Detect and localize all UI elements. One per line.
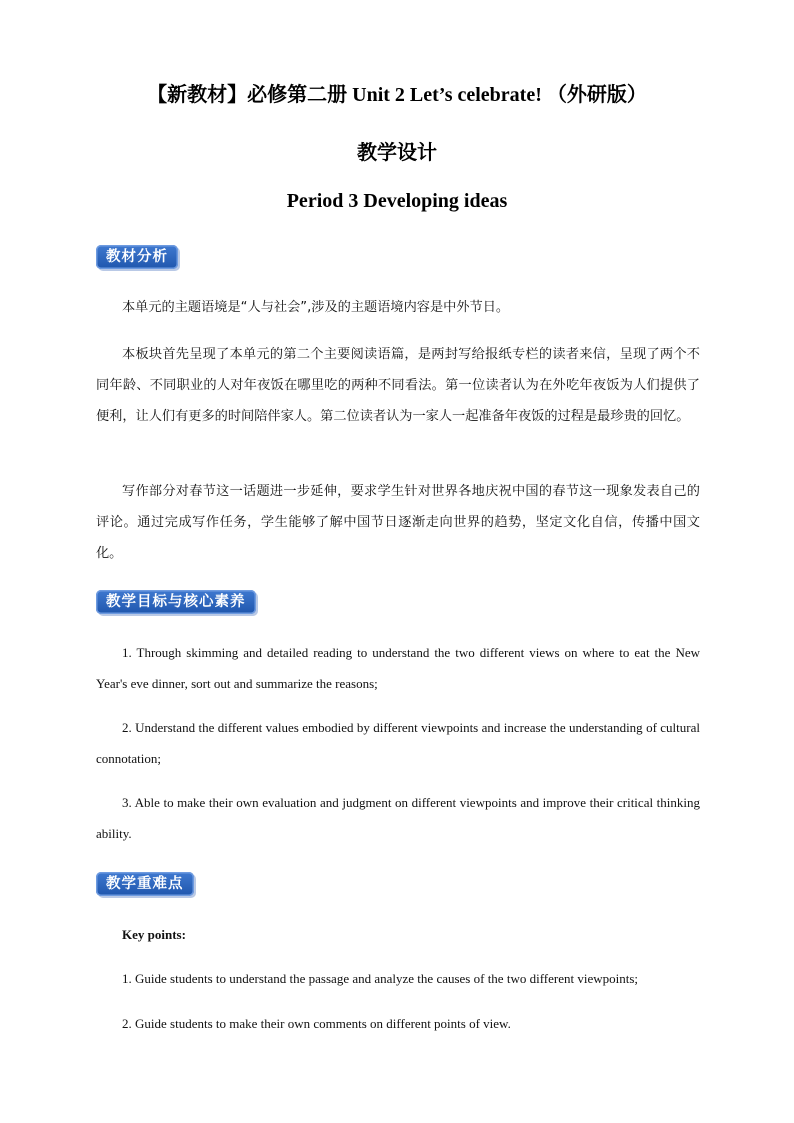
objective-item-3: 3. Able to make their own evaluation and judgment on different viewpoints and improve their critical thinking ability.: [96, 795, 700, 841]
section-badge-objectives: 教学目标与核心素养: [96, 590, 256, 614]
section-badge-keypoints: 教学重难点: [96, 872, 194, 896]
objective-item-2: 2. Understand the different values embodied by different viewpoints and increase the understanding of cultural connotation;: [96, 720, 700, 766]
keypoint-item-1: 1. Guide students to understand the passage and analyze the causes of the two different viewpoints;: [122, 971, 639, 986]
document-title: 【新教材】必修第二册 Unit 2 Let’s celebrate! （外研版）: [147, 84, 647, 106]
analysis-paragraph-3: 写作部分对春节这一话题进一步延伸，要求学生针对世界各地庆祝中国的春节这一现象发表自己的评论。通过完成写作任务，学生能够了解中国节日逐渐走向世界的趋势，坚定文化自信，传播中国文化。: [96, 484, 700, 561]
period-title: Period 3 Developing ideas: [286, 190, 508, 212]
keypoints-heading: Key points:: [122, 927, 186, 942]
keypoint-item-2: 2. Guide students to make their own comments on different points of view.: [122, 1016, 511, 1031]
objective-item-1: 1. Through skimming and detailed reading to understand the two different views on where to eat the New Year's eve dinner, sort out and summarize the reasons;: [96, 645, 700, 691]
analysis-paragraph-1: 本单元的主题语境是“人与社会”,涉及的主题语境内容是中外节日。: [122, 300, 510, 315]
document-subtitle: 教学设计: [357, 142, 437, 164]
section-badge-analysis: 教材分析: [96, 245, 178, 269]
analysis-paragraph-2: 本板块首先呈现了本单元的第二个主要阅读语篇，是两封写给报纸专栏的读者来信，呈现了两个不同年龄、不同职业的人对年夜饭在哪里吃的两种不同看法。第一位读者认为在外吃年夜饭为人们提供了便利，让人们有更多的时间陪伴家人。第二位读者认为一家人一起准备年夜饭的过程是最珍贵的回忆。: [96, 347, 700, 424]
